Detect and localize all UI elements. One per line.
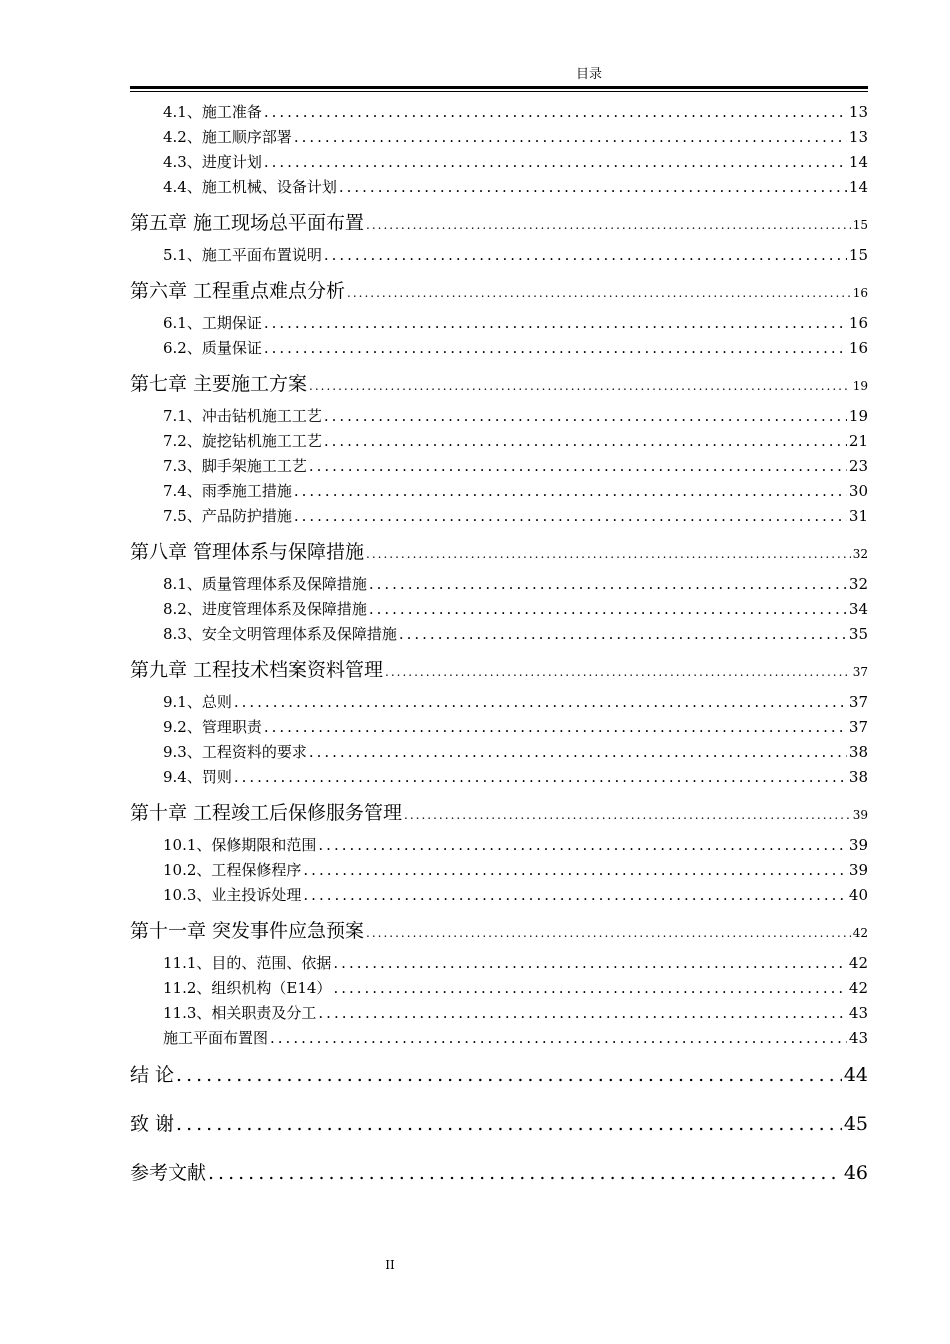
toc-leader-dots	[294, 125, 847, 150]
toc-leader-dots	[339, 175, 847, 200]
toc-chapter-entry[interactable]	[130, 908, 868, 951]
toc-entry-title: 第十章 工程竣工后保修服务管理	[130, 802, 403, 824]
toc-leader-dots	[303, 883, 847, 908]
toc-leader-dots	[366, 534, 851, 574]
toc-leader-dots	[270, 1026, 847, 1051]
toc-entry-page: 14	[848, 153, 868, 171]
toc-entry-title: 9.1、总则	[163, 693, 232, 711]
toc-leader-dots	[324, 429, 847, 454]
toc-entry-page: 44	[843, 1064, 868, 1086]
toc-entry-page: 43	[848, 1029, 868, 1047]
toc-leader-dots	[264, 311, 847, 336]
toc-entry-page: 39	[848, 861, 868, 879]
toc-leader-dots	[176, 1051, 842, 1100]
toc-leader-dots	[264, 715, 847, 740]
toc-subsection-entry[interactable]	[130, 858, 868, 883]
toc-chapter-entry[interactable]	[130, 529, 868, 572]
toc-entry-page: 13	[848, 103, 868, 121]
toc-entry-title: 10.3、业主投诉处理	[163, 886, 302, 904]
toc-entry-title: 6.2、质量保证	[163, 339, 262, 357]
toc-chapter-entry[interactable]	[130, 268, 868, 311]
toc-entry-title: 11.3、相关职责及分工	[163, 1004, 317, 1022]
toc-entry-title: 7.4、雨季施工措施	[163, 482, 292, 500]
toc-subsection-entry[interactable]	[130, 976, 868, 1001]
toc-leader-dots	[303, 858, 847, 883]
toc-entry-page: 39	[848, 836, 868, 854]
toc-subsection-entry[interactable]	[130, 429, 868, 454]
toc-subsection-entry[interactable]	[130, 175, 868, 200]
toc-leader-dots	[309, 740, 847, 765]
toc-leader-dots	[369, 572, 847, 597]
toc-entry-page: 15	[852, 218, 868, 232]
toc-entry-page: 39	[852, 808, 868, 822]
toc-subsection-entry[interactable]	[130, 336, 868, 361]
toc-subsection-entry[interactable]	[130, 243, 868, 268]
toc-leader-dots	[208, 1149, 842, 1198]
toc-leader-dots	[369, 597, 847, 622]
toc-leader-dots	[366, 913, 851, 953]
toc-entry-title: 11.1、目的、范围、依据	[163, 954, 332, 972]
toc-leader-dots	[333, 951, 847, 976]
toc-entry-title: 7.1、冲击钻机施工工艺	[163, 407, 322, 425]
toc-leader-dots	[309, 366, 851, 406]
toc-leader-dots	[264, 336, 847, 361]
toc-chapter-entry[interactable]	[130, 790, 868, 833]
table-of-contents	[130, 100, 868, 1198]
toc-subsection-entry[interactable]	[130, 100, 868, 125]
toc-leader-dots	[324, 404, 847, 429]
toc-entry-page: 42	[848, 954, 868, 972]
toc-entry-title: 参考文献	[130, 1162, 207, 1184]
toc-entry-title: 第五章 施工现场总平面布置	[130, 212, 365, 234]
toc-subsection-entry[interactable]	[130, 1026, 868, 1051]
toc-leader-dots	[385, 652, 851, 692]
toc-leader-dots	[347, 273, 851, 313]
toc-subsection-entry[interactable]	[130, 1001, 868, 1026]
toc-entry-title: 10.2、工程保修程序	[163, 861, 302, 879]
toc-subsection-entry[interactable]	[130, 622, 868, 647]
toc-entry-title: 5.1、施工平面布置说明	[163, 246, 322, 264]
toc-leader-dots	[404, 795, 851, 835]
header-rule-thin	[130, 91, 868, 92]
toc-chapter-entry[interactable]	[130, 647, 868, 690]
toc-subsection-entry[interactable]	[130, 765, 868, 790]
toc-entry-page: 42	[848, 979, 868, 997]
toc-entry-title: 第九章 工程技术档案资料管理	[130, 659, 384, 681]
toc-entry-page: 14	[848, 178, 868, 196]
toc-entry-title: 10.1、保修期限和范围	[163, 836, 317, 854]
toc-entry-page: 37	[848, 693, 868, 711]
toc-leader-dots	[294, 504, 847, 529]
toc-entry-title: 第七章 主要施工方案	[130, 373, 308, 395]
toc-section-entry[interactable]	[130, 1100, 868, 1149]
toc-entry-page: 38	[848, 768, 868, 786]
toc-entry-page: 37	[848, 718, 868, 736]
toc-entry-title: 7.5、产品防护措施	[163, 507, 292, 525]
toc-section-entry[interactable]	[130, 1051, 868, 1100]
toc-entry-title: 8.2、进度管理体系及保障措施	[163, 600, 367, 618]
toc-entry-page: 37	[852, 665, 868, 679]
toc-entry-title: 8.1、质量管理体系及保障措施	[163, 575, 367, 593]
toc-entry-page: 13	[848, 128, 868, 146]
toc-entry-page: 23	[848, 457, 868, 475]
header-title: 目录	[575, 67, 602, 82]
toc-subsection-entry[interactable]	[130, 125, 868, 150]
toc-entry-page: 46	[843, 1162, 868, 1184]
toc-entry-title: 第八章 管理体系与保障措施	[130, 541, 365, 563]
toc-entry-title: 9.4、罚则	[163, 768, 232, 786]
toc-leader-dots	[234, 765, 847, 790]
page-header	[130, 66, 868, 86]
toc-subsection-entry[interactable]	[130, 833, 868, 858]
toc-subsection-entry[interactable]	[130, 479, 868, 504]
toc-entry-page: 15	[848, 246, 868, 264]
toc-entry-title: 7.2、旋挖钻机施工工艺	[163, 432, 322, 450]
toc-subsection-entry[interactable]	[130, 715, 868, 740]
toc-entry-page: 31	[848, 507, 868, 525]
toc-leader-dots	[318, 1001, 847, 1026]
toc-entry-page: 16	[848, 314, 868, 332]
toc-entry-title: 9.3、工程资料的要求	[163, 743, 307, 761]
toc-subsection-entry[interactable]	[130, 404, 868, 429]
toc-entry-title: 4.2、施工顺序部署	[163, 128, 292, 146]
toc-entry-page: 21	[848, 432, 868, 450]
toc-entry-title: 4.4、施工机械、设备计划	[163, 178, 337, 196]
toc-entry-page: 32	[852, 547, 868, 561]
toc-entry-title: 6.1、工期保证	[163, 314, 262, 332]
toc-leader-dots	[264, 150, 847, 175]
toc-leader-dots	[264, 100, 847, 125]
toc-entry-title: 第六章 工程重点难点分析	[130, 280, 346, 302]
toc-subsection-entry[interactable]	[130, 597, 868, 622]
toc-section-entry[interactable]	[130, 1149, 868, 1198]
toc-leader-dots	[318, 833, 847, 858]
toc-subsection-entry[interactable]	[130, 150, 868, 175]
toc-leader-dots	[234, 690, 847, 715]
toc-entry-page: 19	[848, 407, 868, 425]
toc-entry-title: 9.2、管理职责	[163, 718, 262, 736]
toc-entry-page: 16	[852, 286, 868, 300]
toc-subsection-entry[interactable]	[130, 454, 868, 479]
toc-entry-page: 34	[848, 600, 868, 618]
toc-entry-title: 4.3、进度计划	[163, 153, 262, 171]
toc-entry-page: 43	[848, 1004, 868, 1022]
toc-entry-page: 30	[848, 482, 868, 500]
toc-subsection-entry[interactable]	[130, 311, 868, 336]
toc-chapter-entry[interactable]	[130, 200, 868, 243]
toc-entry-title: 4.1、施工准备	[163, 103, 262, 121]
toc-leader-dots	[294, 479, 847, 504]
toc-subsection-entry[interactable]	[130, 690, 868, 715]
toc-entry-page: 38	[848, 743, 868, 761]
header-rule-thick	[130, 86, 868, 89]
toc-entry-title: 结 论	[130, 1064, 175, 1086]
toc-leader-dots	[333, 976, 846, 1001]
toc-entry-page: 40	[848, 886, 868, 904]
toc-entry-page: 19	[852, 379, 868, 393]
toc-subsection-entry[interactable]	[130, 504, 868, 529]
toc-entry-title: 11.2、组织机构（E14）	[163, 979, 332, 997]
toc-entry-page: 42	[852, 926, 868, 940]
page-number: II	[385, 1258, 395, 1272]
toc-chapter-entry[interactable]	[130, 361, 868, 404]
toc-subsection-entry[interactable]	[130, 883, 868, 908]
toc-leader-dots	[324, 243, 847, 268]
toc-entry-page: 16	[848, 339, 868, 357]
toc-leader-dots	[309, 454, 847, 479]
toc-entry-title: 施工平面布置图	[163, 1029, 269, 1047]
toc-leader-dots	[366, 205, 851, 245]
toc-entry-page: 32	[848, 575, 868, 593]
toc-subsection-entry[interactable]	[130, 951, 868, 976]
toc-entry-page: 45	[843, 1113, 868, 1135]
toc-entry-title: 致 谢	[130, 1113, 175, 1135]
toc-subsection-entry[interactable]	[130, 740, 868, 765]
toc-leader-dots	[176, 1100, 842, 1149]
toc-entry-title: 8.3、安全文明管理体系及保障措施	[163, 625, 397, 643]
toc-leader-dots	[399, 622, 847, 647]
toc-entry-title: 第十一章 突发事件应急预案	[130, 920, 365, 942]
toc-entry-page: 35	[848, 625, 868, 643]
toc-subsection-entry[interactable]	[130, 572, 868, 597]
toc-entry-title: 7.3、脚手架施工工艺	[163, 457, 307, 475]
